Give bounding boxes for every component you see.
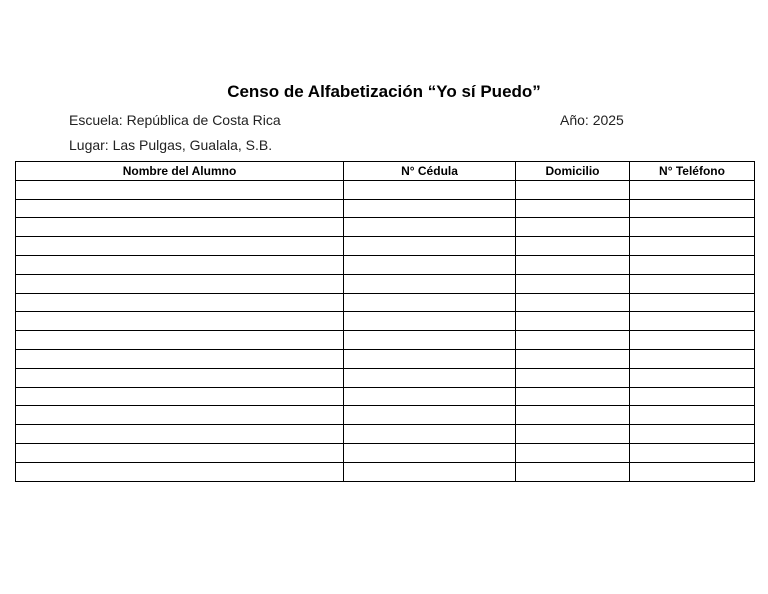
address-cell[interactable] xyxy=(516,331,630,350)
id-number-cell[interactable] xyxy=(344,368,516,387)
student-name-cell[interactable] xyxy=(16,331,344,350)
table-row xyxy=(16,180,755,199)
id-number-cell[interactable] xyxy=(344,406,516,425)
address-cell[interactable] xyxy=(516,274,630,293)
student-name-cell[interactable] xyxy=(16,180,344,199)
table-row xyxy=(16,387,755,406)
table-row xyxy=(16,331,755,350)
table-row xyxy=(16,368,755,387)
phone-cell[interactable] xyxy=(630,349,755,368)
address-cell[interactable] xyxy=(516,237,630,256)
table-body xyxy=(16,180,755,481)
table-row xyxy=(16,293,755,312)
student-name-cell[interactable] xyxy=(16,237,344,256)
phone-cell[interactable] xyxy=(630,293,755,312)
phone-cell[interactable] xyxy=(630,255,755,274)
column-header-student-name: Nombre del Alumno xyxy=(16,162,344,181)
student-name-cell[interactable] xyxy=(16,443,344,462)
id-number-cell[interactable] xyxy=(344,218,516,237)
student-name-cell[interactable] xyxy=(16,462,344,481)
id-number-cell[interactable] xyxy=(344,443,516,462)
address-cell[interactable] xyxy=(516,349,630,368)
id-number-cell[interactable] xyxy=(344,274,516,293)
phone-cell[interactable] xyxy=(630,387,755,406)
phone-cell[interactable] xyxy=(630,331,755,350)
table-row xyxy=(16,443,755,462)
student-name-cell[interactable] xyxy=(16,387,344,406)
phone-cell[interactable] xyxy=(630,462,755,481)
place-label: Lugar: Las Pulgas, Gualala, S.B. xyxy=(69,137,273,153)
id-number-cell[interactable] xyxy=(344,255,516,274)
student-name-cell[interactable] xyxy=(16,274,344,293)
student-name-cell[interactable] xyxy=(16,425,344,444)
address-cell[interactable] xyxy=(516,425,630,444)
phone-cell[interactable] xyxy=(630,274,755,293)
address-cell[interactable] xyxy=(516,406,630,425)
phone-cell[interactable] xyxy=(630,368,755,387)
document-title: Censo de Alfabetización “Yo sí Puedo” xyxy=(227,82,541,101)
census-table xyxy=(15,161,755,482)
table-row xyxy=(16,274,755,293)
phone-cell[interactable] xyxy=(630,406,755,425)
student-name-cell[interactable] xyxy=(16,218,344,237)
id-number-cell[interactable] xyxy=(344,180,516,199)
table-row xyxy=(16,312,755,331)
student-name-cell[interactable] xyxy=(16,368,344,387)
phone-cell[interactable] xyxy=(630,237,755,256)
id-number-cell[interactable] xyxy=(344,312,516,331)
student-name-cell[interactable] xyxy=(16,349,344,368)
id-number-cell[interactable] xyxy=(344,387,516,406)
id-number-cell[interactable] xyxy=(344,425,516,444)
student-name-cell[interactable] xyxy=(16,312,344,331)
id-number-cell[interactable] xyxy=(344,462,516,481)
column-header-address: Domicilio xyxy=(516,162,630,181)
address-cell[interactable] xyxy=(516,443,630,462)
table-row xyxy=(16,425,755,444)
student-name-cell[interactable] xyxy=(16,199,344,218)
address-cell[interactable] xyxy=(516,218,630,237)
id-number-cell[interactable] xyxy=(344,331,516,350)
id-number-cell[interactable] xyxy=(344,293,516,312)
address-cell[interactable] xyxy=(516,199,630,218)
student-name-cell[interactable] xyxy=(16,406,344,425)
address-cell[interactable] xyxy=(516,255,630,274)
phone-cell[interactable] xyxy=(630,312,755,331)
table-row xyxy=(16,349,755,368)
phone-cell[interactable] xyxy=(630,425,755,444)
address-cell[interactable] xyxy=(516,312,630,331)
year-label: Año: 2025 xyxy=(560,112,624,128)
id-number-cell[interactable] xyxy=(344,349,516,368)
table-header-row xyxy=(16,162,755,181)
phone-cell[interactable] xyxy=(630,218,755,237)
id-number-cell[interactable] xyxy=(344,237,516,256)
table-row xyxy=(16,237,755,256)
student-name-cell[interactable] xyxy=(16,293,344,312)
phone-cell[interactable] xyxy=(630,180,755,199)
address-cell[interactable] xyxy=(516,368,630,387)
address-cell[interactable] xyxy=(516,180,630,199)
id-number-cell[interactable] xyxy=(344,199,516,218)
phone-cell[interactable] xyxy=(630,199,755,218)
table-row xyxy=(16,406,755,425)
phone-cell[interactable] xyxy=(630,443,755,462)
column-header-id-number: N° Cédula xyxy=(344,162,516,181)
student-name-cell[interactable] xyxy=(16,255,344,274)
address-cell[interactable] xyxy=(516,387,630,406)
table-row xyxy=(16,462,755,481)
table-row xyxy=(16,255,755,274)
table-row xyxy=(16,218,755,237)
address-cell[interactable] xyxy=(516,462,630,481)
address-cell[interactable] xyxy=(516,293,630,312)
column-header-phone: N° Teléfono xyxy=(630,162,755,181)
table-row xyxy=(16,199,755,218)
school-label: Escuela: República de Costa Rica xyxy=(69,112,281,128)
